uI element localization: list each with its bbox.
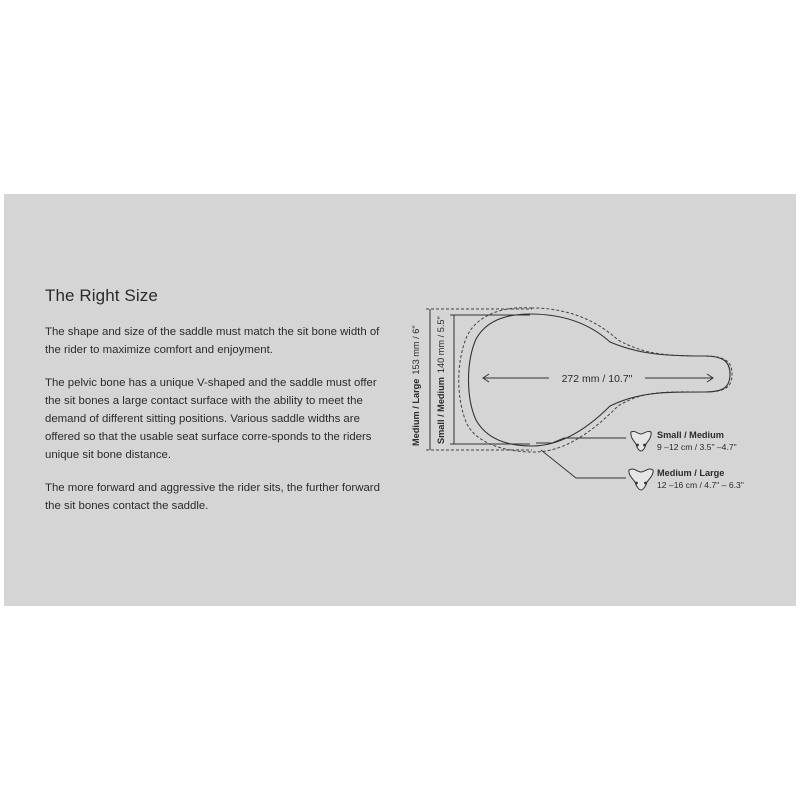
size-name-small-medium: Small / Medium bbox=[657, 430, 724, 440]
saddle-diagram bbox=[4, 194, 796, 606]
section-title: The Right Size bbox=[45, 286, 158, 305]
content-panel bbox=[4, 194, 796, 606]
leader-small-medium bbox=[536, 438, 626, 443]
size-range-small-medium: 9 –12 cm / 3.5" –4.7" bbox=[657, 442, 737, 452]
size-name-medium-large: Medium / Large bbox=[657, 468, 725, 478]
leader-medium-large bbox=[541, 450, 626, 478]
size-range-medium-large: 12 –16 cm / 4.7" – 6.3" bbox=[657, 480, 744, 490]
pelvis-icon bbox=[629, 469, 653, 490]
paragraph-3: The more forward and aggressive the rider sits, the further forward the sit bones contact the saddle. bbox=[45, 482, 380, 512]
paragraph-1: The shape and size of the saddle must match the sit bone width of the rider to maximize comfort and enjoyment. bbox=[45, 326, 380, 356]
inner-width-label: Small / Medium140 mm / 5.5" bbox=[436, 316, 446, 444]
length-label: 272 mm / 10.7" bbox=[561, 373, 633, 385]
outer-width-label: Medium / Large153 mm / 6" bbox=[411, 325, 421, 446]
pelvis-icon bbox=[631, 431, 651, 451]
paragraph-2: The pelvic bone has a unique V-shaped and the saddle must offer the sit bones a large contact surface with the ability to meet the demand of different sitting positions. Various saddle widths are offered so that the usable seat surface corre-sponds to the riders unique sit bone distance. bbox=[45, 377, 377, 461]
